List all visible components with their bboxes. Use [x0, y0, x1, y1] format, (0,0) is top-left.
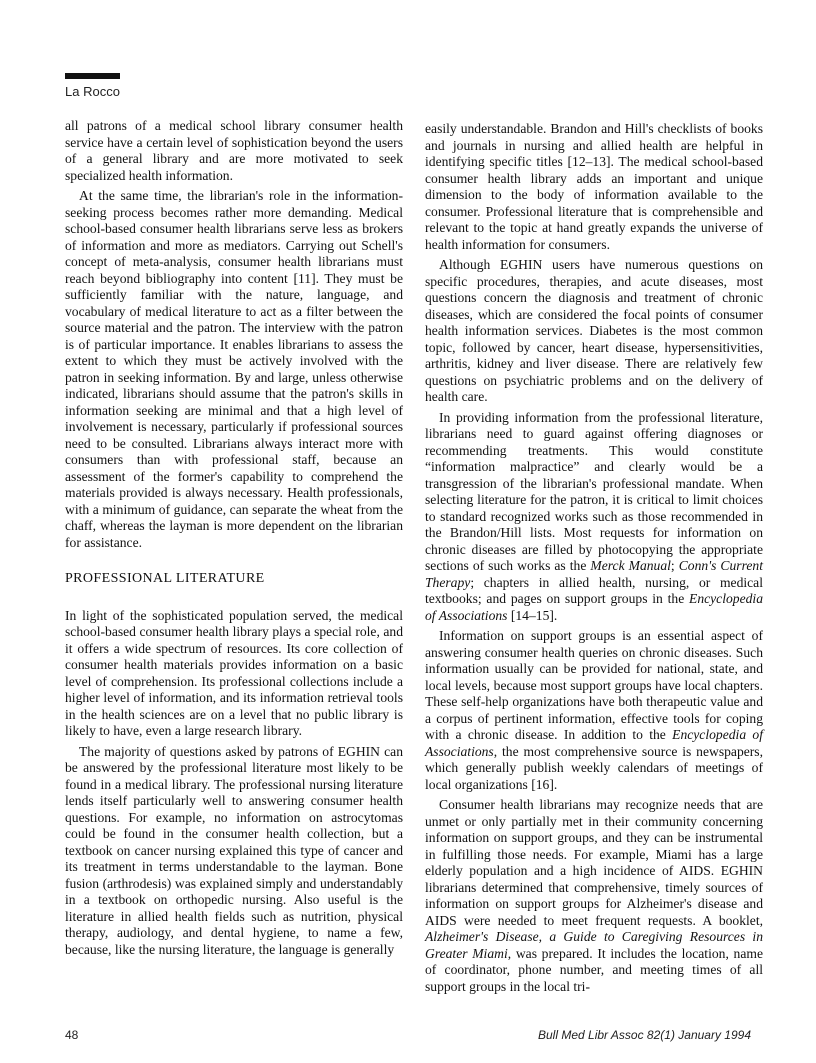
page-number: 48: [65, 1028, 79, 1042]
paragraph: all patrons of a medical school library consumer health service have a certain level of sophistication beyond the users of a general library and are more motivated to seek specialized health information.: [65, 118, 403, 183]
paragraph: In light of the sophisticated population served, the medical school-based consumer health library plays a special role, and it offers a wide spectrum of resources. Its core collection of consumer health materials provides information on a basic level of comprehension. Its professional collections include a higher level of information, and its information retrieval tools in the health sciences are on a level that no public library is likely to have, even a large research library.: [65, 607, 403, 738]
text-run: ;: [670, 558, 679, 573]
header-rule: [65, 73, 120, 79]
paragraph: [425, 797, 763, 995]
text-run: ; chapters in allied health, nursing, or medical textbooks; and pages on support groups in the: [425, 574, 763, 606]
text-run: Information on support groups is an essential aspect of answering consumer health queries on chronic diseases. Such information usually can be provided for national, state, and local levels, because most support groups have local chapters. These self-help organizations have both therapeutic value and a corpus of pertinent information, effective tools for coping with a chronic disease. In addition to the: [425, 628, 763, 742]
left-column: [65, 118, 403, 962]
text-run: Consumer health librarians may recognize needs that are unmet or only partially met in their community concerning information on support groups, and they can be instrumental in fulfilling those needs. For example, Miami has a large elderly population and a high incidence of AIDS. EGHIN librarians determined that comprehensive, timely sources of information on support groups for Alzheimer's disease and AIDS were needed to meet frequent requests. A booklet,: [425, 797, 763, 928]
paragraph: [425, 628, 763, 793]
text-run: , the most comprehensive source is newspapers, which generally publish weekly calendars of meetings of local organizations [16].: [425, 743, 763, 792]
italic-title: Encyclopedia of Associations: [425, 591, 763, 623]
italic-title: Merck Manual: [590, 558, 671, 573]
journal-citation: Bull Med Libr Assoc 82(1) January 1994: [538, 1028, 751, 1042]
paragraph: The majority of questions asked by patrons of EGHIN can be answered by the professional literature most likely to be found in a medical library. The professional nursing literature lends itself particularly well to answering consumer health questions. For example, no information on astrocytomas could be found in the consumer health collection, but a textbook on cancer nursing explained this type of cancer and its treatment in terms understandable to the layman. Bone fusion (arthrodesis) was explained simply and understandably in a textbook on orthopedic nursing. Also useful is the literature in allied health fields such as nutrition, physical therapy, audiology, and dental hygiene, to name a few, because, like the nursing literature, the language is generally: [65, 743, 403, 957]
paragraph: easily understandable. Brandon and Hill's checklists of books and journals in nursing and allied health are helpful in identifying specific titles [12–13]. The medical school-based consumer health library adds an important and unique dimension to the body of information available to the consumer. Professional literature that is comprehensible and relevant to the topic at hand greatly expands the universe of health information for consumers.: [425, 121, 763, 252]
running-head-author: La Rocco: [65, 84, 120, 99]
italic-title: Alzheimer's Disease, a Guide to Caregiving Resources in Greater Miami: [425, 929, 763, 961]
right-column: [425, 121, 763, 999]
text-run: In providing information from the professional literature, librarians need to guard against offering diagnoses or recommending treatments. This would constitute “information malpractice” and clearly would be a transgression of the librarian's professional mandate. When selecting literature for the patron, it is critical to limit choices to standard recognized works such as those recommended in the Brandon/Hill lists. Most requests for information on chronic diseases are filled by photocopying the appropriate sections of such works as the: [425, 409, 763, 573]
paragraph: At the same time, the librarian's role in the information-seeking process becomes rather more demanding. Medical school-based consumer health librarians serve less as brokers of information and more as mediators. Carrying out Schell's concept of meta-analysis, consumer health librarians must reach beyond bibliography into content [11]. They must be sufficiently familiar with the nature, language, and vocabulary of medical literature to act as a filter between the source material and the patron. The interview with the patron is of particular importance. It enables librarians to assess the extent to which they must be actively involved with the patron in seeking information. By and large, unless otherwise indicated, librarians should assume that the patron's skills in information seeking are minimal and that a high level of involvement is necessary, particularly if professional sources need to be consulted. Librarians always interact more with consumers than with professional staff, because an assessment of the former's capability to comprehend the materials provided is always necessary. Health professionals, with a minimum of guidance, can separate the wheat from the chaff, whereas the layman is more dependent on the librarian for assistance.: [65, 188, 403, 550]
paragraph: Although EGHIN users have numerous questions on specific procedures, therapies, and acute diseases, most questions concern the diagnosis and treatment of chronic diseases, which are considered the focal points of consumer health information services. Diabetes is the most common topic, followed by cancer, heart disease, hypersensitivities, arthritis, kidney and liver disease. There are relatively few questions on psychiatric problems and on the delivery of health care.: [425, 257, 763, 404]
text-run: , was prepared. It includes the location, name of coordinator, phone number, and meeting times of all support groups in the local tri-: [425, 945, 763, 994]
section-heading: PROFESSIONAL LITERATURE: [65, 571, 265, 586]
paragraph: [425, 410, 763, 625]
italic-title: Encyclopedia of Associations: [425, 727, 763, 759]
text-run: [14–15].: [507, 607, 558, 623]
italic-title: Conn's Current Therapy: [425, 558, 763, 590]
